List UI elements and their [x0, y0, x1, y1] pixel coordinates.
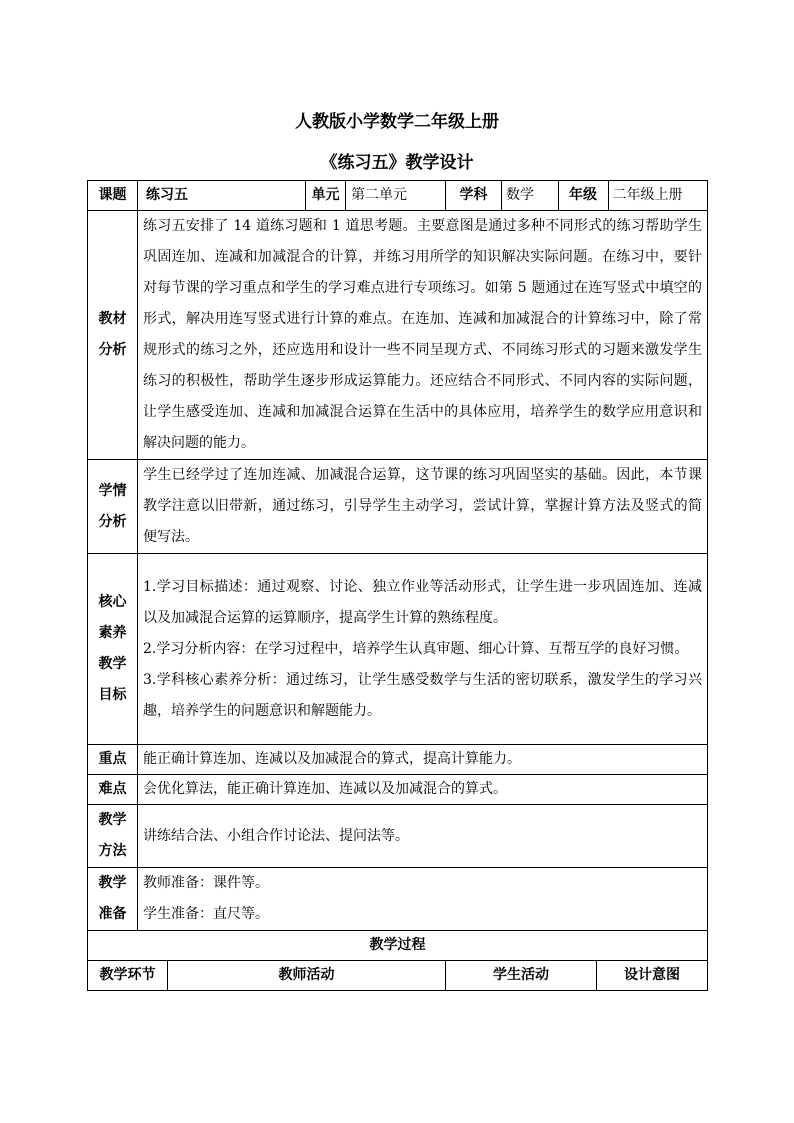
page-subtitle: 《练习五》教学设计 [320, 153, 474, 173]
page-title: 人教版小学数学二年级上册 [295, 112, 499, 132]
col-stage: 教学环节 [88, 961, 168, 991]
process-header-row [88, 961, 708, 991]
lesson-plan-table [87, 180, 708, 991]
keypoint-text: 能正确计算连加、连减以及加减混合的算式，提高计算能力。 [138, 745, 708, 775]
students-text: 学生已经学过了连加连减、加减混合运算，这节课的练习巩固坚实的基础。因此，本节课教学注意以旧带新，通过练习，引导学生主动学习，尝试计算，掌握计算方法及竖式的简便写法。 [138, 460, 708, 554]
students-label: 学情 分析 [88, 460, 138, 554]
difficulty-text: 会优化算法，能正确计算连加、连减以及加减混合的算式。 [138, 775, 708, 805]
goals-label: 核心 素养 教学 目标 [88, 554, 138, 745]
value-keti: 练习五 [138, 181, 306, 211]
students-row [88, 460, 708, 554]
keypoint-row [88, 745, 708, 775]
col-intent: 设计意图 [597, 961, 708, 991]
header-row [88, 181, 708, 211]
material-row [88, 211, 708, 460]
prep-text: 教师准备：课件等。 学生准备：直尺等。 [138, 868, 708, 931]
value-grade: 二年级上册 [612, 187, 683, 203]
method-label: 教学 方法 [88, 805, 138, 868]
material-text: 练习五安排了 14 道练习题和 1 道思考题。主要意图是通过多种不同形式的练习帮助学生巩固连加、连减和加减混合的计算，并练习用所学的知识解决实际问题。在练习中，要针对每节课的学习重点和学生的学习难点进行专项练习。如第 5 题通过在连写竖式中填空的形式，解决用连写竖式进行计算的难点。在连加、连减和加减混合的计算练习中，除了常规形式的练习之外，还应选用和设计一些不同呈现方式、不同练习形式的习题来激发学生练习的积极性，帮助学生逐步形成运算能力。还应结合不同形式、不同内容的实际问题，让学生感受连加、连减和加减混合运算在生活中的具体应用，培养学生的数学应用意识和解决问题的能力。 [138, 211, 708, 460]
prep-row [88, 868, 708, 931]
label-subject: 学科 [446, 181, 502, 211]
method-row [88, 805, 708, 868]
process-title: 教学过程 [88, 931, 708, 961]
difficulty-row [88, 775, 708, 805]
label-unit: 单元 [306, 181, 346, 211]
value-subject: 数学 [502, 181, 558, 210]
material-label: 教材 分析 [88, 211, 138, 460]
method-text: 讲练结合法、小组合作讨论法、提问法等。 [138, 805, 708, 868]
prep-label: 教学 准备 [88, 868, 138, 931]
label-keti: 课题 [88, 181, 138, 211]
goals-row [88, 554, 708, 745]
label-grade: 年级 [558, 181, 608, 210]
col-teacher: 教师活动 [168, 961, 446, 991]
process-title-row [88, 931, 708, 961]
goals-text: 1.学习目标描述：通过观察、讨论、独立作业等活动形式，让学生进一步巩固连加、连减以及加减混合运算的运算顺序，提高学生计算的熟练程度。 2.学习分析内容：在学习过程中，培养学生认真审题、细心计算、互帮互学的良好习惯。 3.学科核心素养分析：通过练习，让学生感受数学与生活的密切联系，激发学生的学习兴趣，培养学生的问题意识和解题能力。 [138, 554, 708, 745]
value-unit: 第二单元 [346, 181, 446, 211]
keypoint-label: 重点 [88, 745, 138, 775]
difficulty-label: 难点 [88, 775, 138, 805]
col-student: 学生活动 [446, 961, 597, 991]
